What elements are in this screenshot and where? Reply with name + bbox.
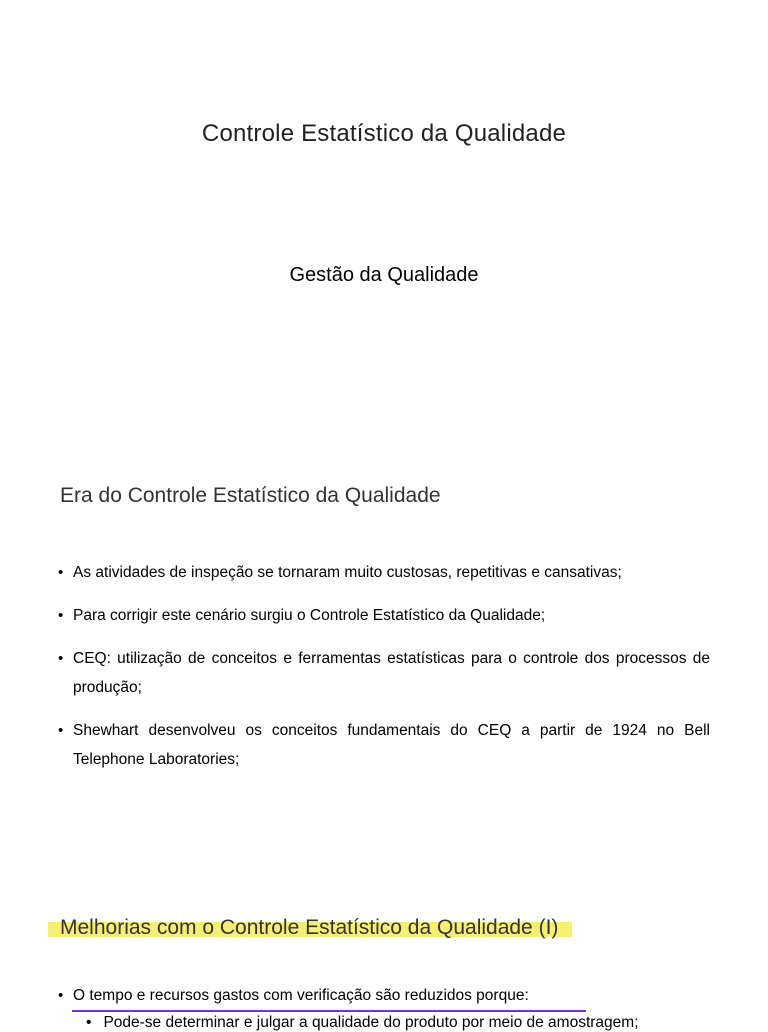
bullet-dot-icon: • <box>86 1014 92 1031</box>
bullet-list-era <box>58 558 710 788</box>
section-heading-era: Era do Controle Estatístico da Qualidade <box>60 484 441 507</box>
list-item: • O tempo e recursos gastos com verificação são reduzidos porque: <box>58 981 710 1010</box>
slide-subtitle: Gestão da Qualidade <box>289 264 479 286</box>
list-item: • As atividades de inspeção se tornaram muito custosas, repetitivas e cansativas; <box>58 558 710 587</box>
slide-title: Controle Estatístico da Qualidade <box>201 120 567 147</box>
sub-list-item <box>86 1014 756 1032</box>
sub-list-item-text: Pode-se determinar e julgar a qualidade do produto por meio de amostragem; <box>103 1014 639 1031</box>
purple-pen-underline <box>72 1010 586 1012</box>
list-item: • Para corrigir este cenário surgiu o Controle Estatístico da Qualidade; <box>58 601 710 630</box>
list-item: • CEQ: utilização de conceitos e ferramentas estatísticas para o controle dos processos de produção; <box>58 644 710 702</box>
list-item: • Shewhart desenvolveu os conceitos fundamentais do CEQ a partir de 1924 no Bell Telephone Laboratories; <box>58 716 710 774</box>
section-heading-melhorias: Melhorias com o Controle Estatístico da Qualidade (I) <box>60 916 559 939</box>
